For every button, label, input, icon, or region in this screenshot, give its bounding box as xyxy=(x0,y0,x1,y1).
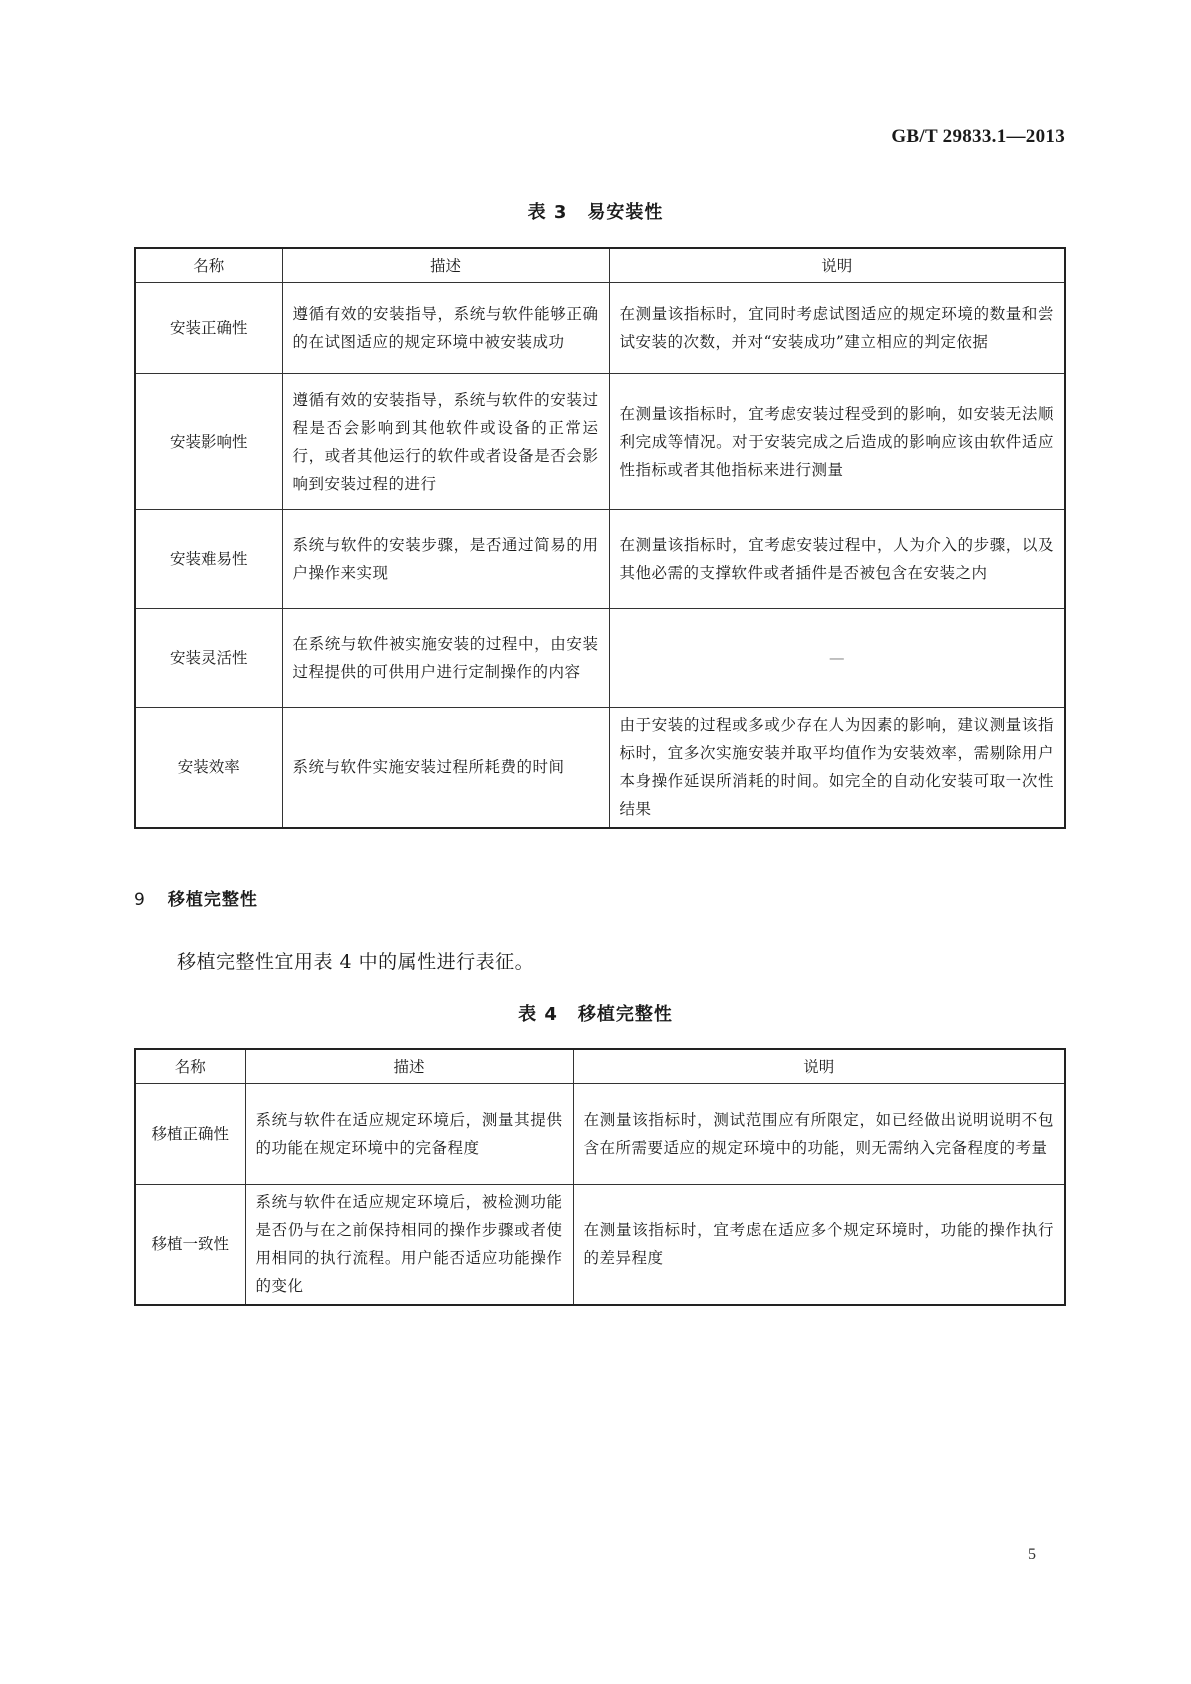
row-note: 在测量该指标时，宜考虑在适应多个规定环境时，功能的操作执行的差异程度 xyxy=(573,1185,1065,1305)
row-description: 系统与软件在适应规定环境后，测量其提供的功能在规定环境中的完备程度 xyxy=(245,1084,573,1185)
column-header-note: 说明 xyxy=(609,248,1065,283)
row-name: 移植一致性 xyxy=(135,1185,245,1305)
row-note: 在测量该指标时，宜考虑安装过程受到的影响，如安装无法顺利完成等情况。对于安装完成之后造成的影响应该由软件适应性指标或者其他指标来进行测量 xyxy=(609,374,1065,510)
row-description: 系统与软件的安装步骤，是否通过简易的用户操作来实现 xyxy=(282,510,609,609)
row-note: 在测量该指标时，宜考虑安装过程中，人为介入的步骤，以及其他必需的支撑软件或者插件是否被包含在安装之内 xyxy=(609,510,1065,609)
table-row xyxy=(135,609,1065,708)
column-header-note: 说明 xyxy=(573,1049,1065,1084)
table-row xyxy=(135,708,1065,828)
table-3-number: 表 3 xyxy=(527,202,568,223)
row-description: 系统与软件实施安装过程所耗费的时间 xyxy=(282,708,609,828)
page-number: 5 xyxy=(1028,1546,1036,1563)
row-name: 安装正确性 xyxy=(135,283,282,374)
section-title: 移植完整性 xyxy=(167,890,258,910)
table-4-title: 移植完整性 xyxy=(577,1004,673,1025)
table-4-number: 表 4 xyxy=(518,1004,558,1025)
section-paragraph: 移植完整性宜用表 4 中的属性进行表征。 xyxy=(177,951,535,973)
row-description: 在系统与软件被实施安装的过程中，由安装过程提供的可供用户进行定制操作的内容 xyxy=(282,609,609,708)
row-note: 在测量该指标时，宜同时考虑试图适应的规定环境的数量和尝试安装的次数，并对“安装成功”建立相应的判定依据 xyxy=(609,283,1065,374)
table-4 xyxy=(134,1048,1066,1306)
row-note: 在测量该指标时，测试范围应有所限定，如已经做出说明说明不包含在所需要适应的规定环境中的功能，则无需纳入完备程度的考量 xyxy=(573,1084,1065,1185)
table-header-row xyxy=(135,248,1065,283)
table-4-caption xyxy=(0,1000,1191,1026)
table-row xyxy=(135,283,1065,374)
table-row xyxy=(135,374,1065,510)
row-description: 系统与软件在适应规定环境后，被检测功能是否仍与在之前保持相同的操作步骤或者使用相同的执行流程。用户能否适应功能操作的变化 xyxy=(245,1185,573,1305)
table-3 xyxy=(134,247,1066,829)
row-note-empty-dash: — xyxy=(609,609,1065,708)
table-row xyxy=(135,1185,1065,1305)
column-header-description: 描述 xyxy=(282,248,609,283)
standard-number: GB/T 29833.1—2013 xyxy=(891,126,1065,147)
section-number: 9 xyxy=(134,890,146,910)
table-row xyxy=(135,510,1065,609)
row-name: 安装效率 xyxy=(135,708,282,828)
table-3-title: 易安装性 xyxy=(587,202,664,223)
table-3-caption xyxy=(0,198,1191,224)
column-header-name: 名称 xyxy=(135,248,282,283)
section-heading xyxy=(134,885,258,910)
row-description: 遵循有效的安装指导，系统与软件的安装过程是否会影响到其他软件或设备的正常运行，或者其他运行的软件或者设备是否会影响到安装过程的进行 xyxy=(282,374,609,510)
table-row xyxy=(135,1084,1065,1185)
row-name: 安装影响性 xyxy=(135,374,282,510)
column-header-description: 描述 xyxy=(245,1049,573,1084)
row-name: 安装灵活性 xyxy=(135,609,282,708)
row-name: 移植正确性 xyxy=(135,1084,245,1185)
table-header-row xyxy=(135,1049,1065,1084)
column-header-name: 名称 xyxy=(135,1049,245,1084)
row-note: 由于安装的过程或多或少存在人为因素的影响，建议测量该指标时，宜多次实施安装并取平均值作为安装效率，需剔除用户本身操作延误所消耗的时间。如完全的自动化安装可取一次性结果 xyxy=(609,708,1065,828)
row-description: 遵循有效的安装指导，系统与软件能够正确的在试图适应的规定环境中被安装成功 xyxy=(282,283,609,374)
row-name: 安装难易性 xyxy=(135,510,282,609)
